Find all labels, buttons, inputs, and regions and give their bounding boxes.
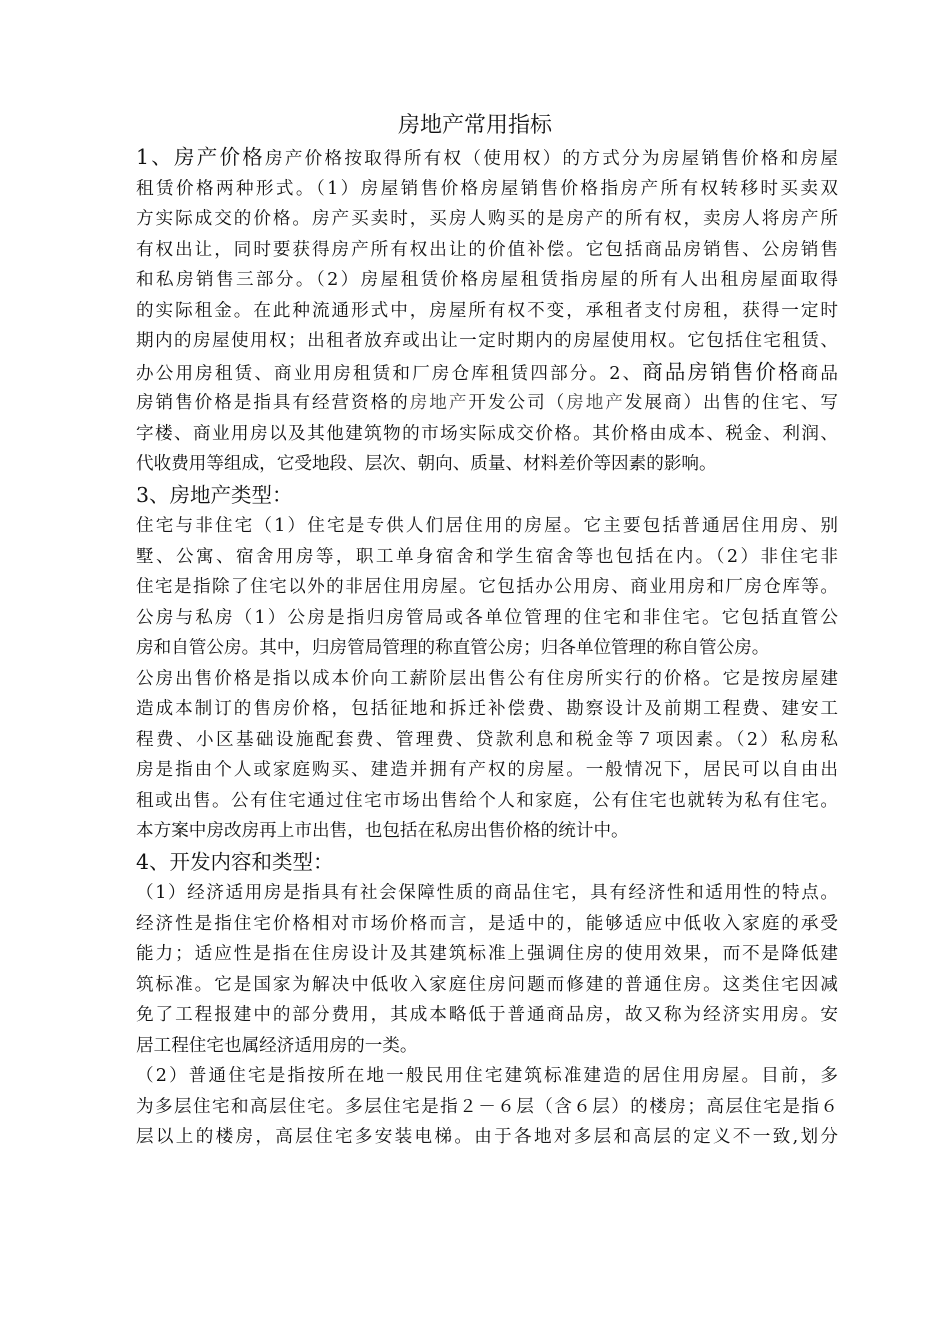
text-segment: 办公用房租赁、商业用房租赁和厂房仓库租赁四部分。2、 [136,363,643,384]
text-segment: 商品 [800,363,838,384]
text-line [136,694,838,725]
text-line [136,419,838,450]
text-segment: 墅、公寓、宿舍用房等，职工单身宿舍和学生宿舍等也包括在内。（2）非住宅非 [136,546,838,567]
text-segment: 住宅是指除了住宅以外的非居住用房屋。它包括办公用房、商业用房和厂房仓库等。 [136,577,838,597]
text-segment: 造成本制订的售房价格，包括征地和拆迁补偿费、勘察设计及前期工程费、建安工 [136,699,838,719]
section-heading: 商品房销售价格 [642,359,801,384]
text-line [136,725,838,756]
text-segment: （1）经济适用房是指具有社会保障性质的商品住宅，具有经济性和适用性的特点。 [136,883,838,903]
text-line [136,388,838,419]
section-heading: 4、开发内容和类型： [136,849,334,874]
text-segment: 有权出让，同时要获得房产所有权出让的价值补偿。它包括商品房销售、公房销售 [136,239,838,260]
text-line [136,142,838,174]
text-segment: 的实际租金。在此种流通形式中，房屋所有权不变，承租者支付房租，获得一定时 [136,300,838,321]
text-segment: 本方案中房改房再上市出售，也包括在私房出售价格的统计中。 [136,821,629,841]
document-body [136,142,838,1153]
text-line [136,909,838,940]
text-segment: 公房出售价格是指以成本价向工薪阶层出售公有住房所实行的价格。它是按房屋建 [136,668,838,689]
text-segment: 房销售价格是指具有经营资格的 [136,393,410,413]
link-text[interactable]: 房地产 [566,393,625,413]
text-line [136,786,838,817]
text-line [136,664,838,695]
text-segment: 房产价格按取得所有权（使用权）的方式分为房屋销售价格和房屋 [265,149,838,169]
text-line [136,357,838,389]
text-line [136,755,838,786]
text-segment: 免了工程报建中的部分费用，其成本略低于普通商品房，故又称为经济实用房。安 [136,1005,838,1025]
text-line [136,1092,838,1123]
text-segment: 租赁价格两种形式。（1）房屋销售价格房屋销售价格指房产所有权转移时买卖双 [136,178,838,199]
text-segment: （2）普通住宅是指按所在地一般民用住宅建筑标准建造的居住用房屋。目前，多 [136,1066,838,1086]
text-segment: 能力；适应性是指在住房设计及其建筑标准上强调住房的使用效果，而不是降低建 [136,944,838,964]
text-line [136,1000,838,1031]
text-line [136,847,838,879]
text-line [136,633,838,664]
text-line [136,939,838,970]
text-segment: 开发公司（ [468,393,567,413]
text-line [136,326,838,357]
link-text[interactable]: 房地产 [409,393,469,413]
text-line [136,1031,838,1062]
text-segment: 字楼、商业用房以及其他建筑物的市场实际成交价格。其价格由成本、税金、利润、 [136,423,838,444]
text-segment: 房是指由个人或家庭购买、建造并拥有产权的房屋。一般情况下，居民可以自由出 [136,760,838,780]
text-line [136,816,838,847]
text-line [136,1061,838,1092]
text-line [136,970,838,1001]
text-line [136,235,838,266]
text-segment: 为多层住宅和高层住宅。多层住宅是指２－６层（含６层）的楼房；高层住宅是指６ [136,1096,838,1117]
text-line [136,1122,838,1153]
text-line [136,603,838,634]
text-line [136,265,838,296]
text-line [136,296,838,327]
text-line [136,174,838,205]
text-segment: 程费、小区基础设施配套费、管理费、贷款利息和税金等７项因素。（2）私房私 [136,729,838,750]
text-segment: 房和自管公房。其中，归房管局管理的称直管公房；归各单位管理的称自管公房。 [136,638,770,658]
text-line [136,878,838,909]
text-line [136,572,838,603]
document-title: 房地产常用指标 [397,113,552,138]
text-segment: 层以上的楼房，高层住宅多安装电梯。由于各地对多层和高层的定义不一致,划分 [136,1127,838,1147]
text-segment: 筑标准。它是国家为解决中低收入家庭住房问题而修建的普通住房。这类住宅因减 [136,974,838,995]
text-line [136,204,838,235]
section-heading: 3、房地产类型： [136,482,293,507]
text-line [136,449,838,480]
text-segment: 和私房销售三部分。（2）房屋租赁价格房屋租赁指房屋的所有人出租房屋面取得 [136,270,838,290]
text-segment: 公房与私房（1）公房是指归房管局或各单位管理的住宅和非住宅。它包括直管公 [136,607,838,628]
text-segment: 方实际成交的价格。房产买卖时，买房人购买的是房产的所有权，卖房人将房产所 [136,209,838,229]
text-segment: 期内的房屋使用权；出租者放弃或出让一定时期内的房屋使用权。它包括住宅租赁、 [136,331,838,351]
text-segment: 经济性是指住宅价格相对市场价格而言，是适中的，能够适应中低收入家庭的承受 [136,913,838,934]
text-line [136,542,838,573]
text-segment: 代收费用等组成，它受地段、层次、朝向、质量、材料差价等因素的影响。 [136,454,717,474]
text-segment: 居工程住宅也属经济适用房的一类。 [136,1035,418,1056]
text-segment: 租或出售。公有住宅通过住宅市场出售给个人和家庭，公有住宅也就转为私有住宅。 [136,790,838,811]
text-segment: 发展商）出售的住宅、写 [624,393,838,413]
section-heading: 1、房产价格 [136,145,265,169]
text-line [136,480,838,512]
text-segment: 住宅与非住宅（1）住宅是专供人们居住用的房屋。它主要包括普通居住用房、别 [136,516,838,536]
text-line [136,511,838,542]
